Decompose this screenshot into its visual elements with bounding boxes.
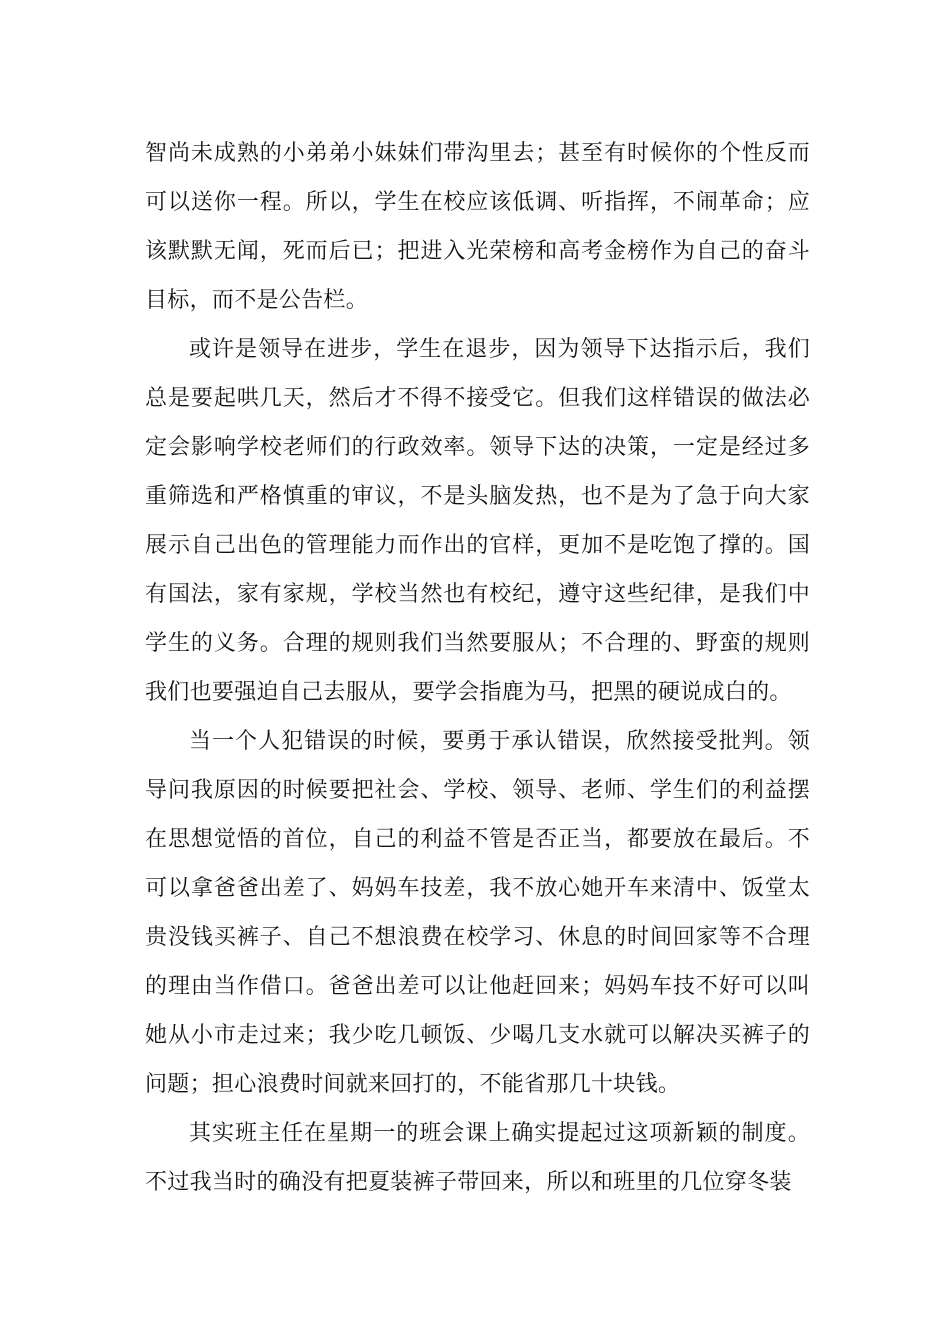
paragraph-2: 或许是领导在进步，学生在退步，因为领导下达指示后，我们总是要起哄几天，然后才不得不接受它。但我们这样错误的做法必定会影响学校老师们的行政效率。领导下达的决策，一定是经过多重筛选和严格慎重的审议，不是头脑发热，也不是为了急于向大家展示自己出色的管理能力而作出的官样，更加不是吃饱了撑的。国有国法，家有家规，学校当然也有校纪，遵守这些纪律，是我们中学生的义务。合理的规则我们当然要服从；不合理的、野蛮的规则我们也要强迫自己去服从，要学会指鹿为马，把黑的硬说成白的。 — [145, 337, 810, 705]
paragraph-3: 当一个人犯错误的时候，要勇于承认错误，欣然接受批判。领导问我原因的时候要把社会、学校、领导、老师、学生们的利益摆在思想觉悟的首位，自己的利益不管是否正当，都要放在最后。不可以拿爸爸出差了、妈妈车技差，我不放心她开车来清中、饭堂太贵没钱买裤子、自己不想浪费在校学习、休息的时间回家等不合理的理由当作借口。爸爸出差可以让他赶回来；妈妈车技不好可以叫她从小市走过来；我少吃几顿饭、少喝几支水就可以解决买裤子的问题；担心浪费时间就来回打的，不能省那几十块钱。 — [145, 729, 810, 1097]
paragraph-1: 智尚未成熟的小弟弟小妹妹们带沟里去；甚至有时候你的个性反而可以送你一程。所以，学生在校应该低调、听指挥，不闹革命；应该默默无闻，死而后已；把进入光荣榜和高考金榜作为自己的奋斗目标，而不是公告栏。 — [145, 141, 810, 313]
paragraph-4: 其实班主任在星期一的班会课上确实提起过这项新颖的制度。不过我当时的确没有把夏装裤子带回来，所以和班里的几位穿冬装 — [145, 1121, 810, 1195]
body-text — [145, 129, 810, 1207]
